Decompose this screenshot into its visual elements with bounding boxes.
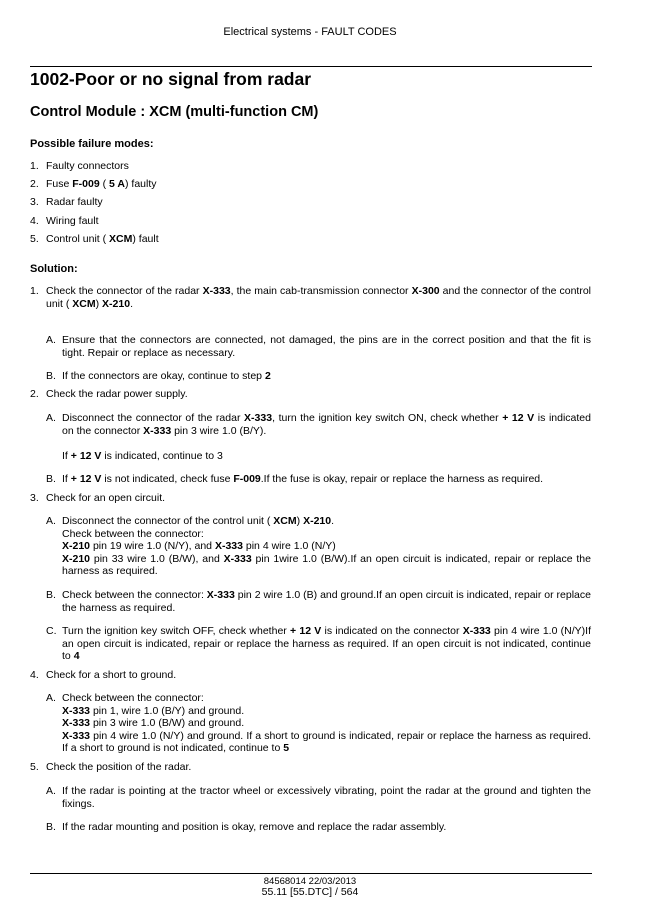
substep-letter: A. (46, 515, 56, 527)
item-text: Radar faulty (46, 196, 103, 208)
step-text: Check the connector of the radar X-333, the main cab-transmission connector X-300 and the connector of the control unit ( XCM) X-210. (46, 285, 591, 310)
substep-letter: B. (46, 473, 56, 485)
footer-rule (30, 873, 592, 874)
substep-letter: C. (46, 625, 57, 637)
substep-text: Disconnect the connector of the control unit ( XCM) X-210. Check between the connector: X-210 pin 19 wire 1.0 (N/Y), and X-333 pin 4 wire 1.0 (N/Y) X-210 pin 33 wire 1.0 (B/W), and X-333 pin 1wire 1.0 (B/W).If an open circuit is indicated, repair or replace the harness as required. (62, 515, 591, 578)
substep-letter: A. (46, 692, 56, 704)
substep-text: If the radar mounting and position is okay, remove and replace the radar assembly. (62, 821, 447, 833)
substep-letter: A. (46, 785, 56, 797)
substep-text: Ensure that the connectors are connected, not damaged, the pins are in the correct position and that the fit is tight. Repair or replace as necessary. (62, 334, 591, 359)
substep-text: Turn the ignition key switch OFF, check whether + 12 V is indicated on the connector X-333 pin 4 wire 1.0 (N/Y)If an open circuit is indicated, repair or replace the harness as required. If an open circuit is not indicated, continue to 4 (62, 625, 591, 663)
substep-text: Check between the connector: X-333 pin 2 wire 1.0 (B) and ground.If an open circuit is indicated, repair or replace the harness as required. (62, 589, 591, 614)
item-text: Fuse F-009 ( 5 A) faulty (46, 178, 157, 190)
item-number: 4. (30, 215, 39, 227)
solution-label: Solution: (30, 263, 78, 275)
substep-letter: A. (46, 412, 56, 424)
page-number: 55.11 [55.DTC] / 564 (261, 886, 359, 898)
item-number: 2. (30, 178, 39, 190)
step-text: Check the radar power supply. (46, 388, 188, 400)
step-number: 1. (30, 285, 39, 297)
step-number: 3. (30, 492, 39, 504)
step-text: Check for a short to ground. (46, 669, 177, 681)
step-number: 2. (30, 388, 39, 400)
substep-text: If the connectors are okay, continue to step 2 (62, 370, 271, 382)
page-header: Electrical systems - FAULT CODES (223, 26, 397, 38)
item-text: Wiring fault (46, 215, 99, 227)
step-text: Check the position of the radar. (46, 761, 192, 773)
substep-text: If + 12 V is not indicated, check fuse F-009.If the fuse is okay, repair or replace the harness as required. (62, 473, 544, 485)
step-text: Check for an open circuit. (46, 492, 166, 504)
header-rule (30, 66, 592, 67)
substep-text: Disconnect the connector of the radar X-333, turn the ignition key switch ON, check whether + 12 V is indicated on the connector X-333 pin 3 wire 1.0 (B/Y). (62, 412, 591, 437)
item-number: 1. (30, 160, 39, 172)
failure-modes-label: Possible failure modes: (30, 138, 154, 150)
item-text: Faulty connectors (46, 160, 129, 172)
document-id: 84568014 22/03/2013 (263, 876, 357, 887)
substep-letter: A. (46, 334, 56, 346)
substep-letter: B. (46, 370, 56, 382)
fault-code-title: 1002-Poor or no signal from radar (30, 69, 312, 89)
control-module-heading: Control Module : XCM (multi-function CM) (30, 104, 319, 120)
step-number: 5. (30, 761, 39, 773)
item-text: Control unit ( XCM) fault (46, 233, 159, 245)
substep-note: If + 12 V is indicated, continue to 3 (62, 450, 223, 462)
item-number: 5. (30, 233, 39, 245)
item-number: 3. (30, 196, 39, 208)
step-number: 4. (30, 669, 39, 681)
substep-letter: B. (46, 589, 56, 601)
substep-text: If the radar is pointing at the tractor wheel or excessively vibrating, point the radar at the ground and tighten the fixings. (62, 785, 591, 810)
substep-letter: B. (46, 821, 56, 833)
substep-text: Check between the connector: X-333 pin 1, wire 1.0 (B/Y) and ground. X-333 pin 3 wire 1.0 (B/W) and ground. X-333 pin 4 wire 1.0 (N/Y) and ground. If a short to ground is indicated, repair or replace the harness as required. If a short to ground is not indicated, continue to 5 (62, 692, 591, 755)
